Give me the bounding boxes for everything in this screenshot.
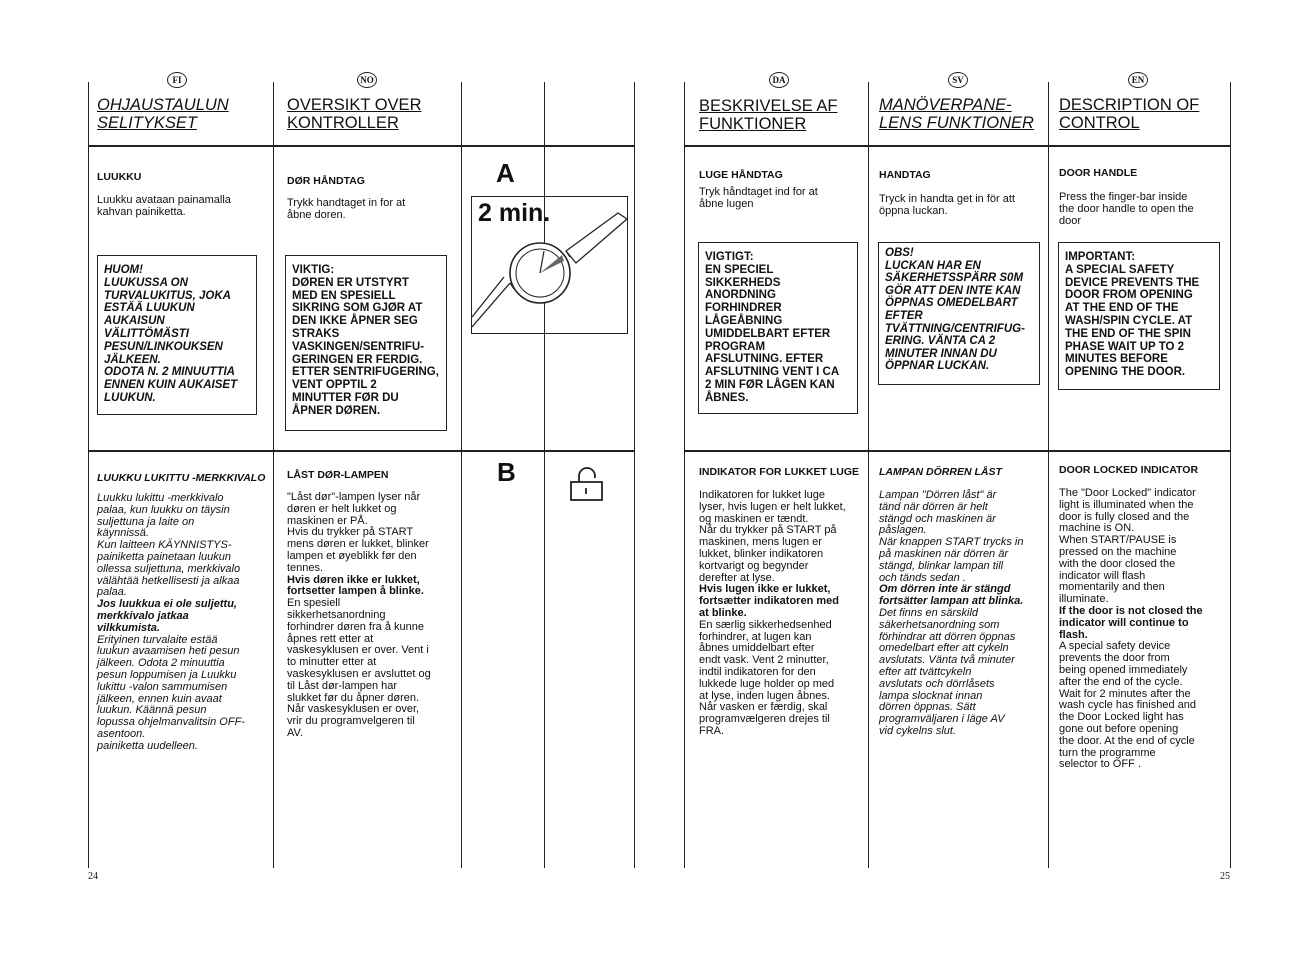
warning-box: IMPORTANT: A SPECIAL SAFETY DEVICE PREVENTS THE DOOR FROM OPENING AT THE END OF THE WASH/SPIN CYCLE. AT THE END OF THE SPIN PHASE WAIT UP TO 2 MINUTES BEFORE OPENING THE DOOR. [1058, 242, 1220, 390]
wristwatch-icon [472, 197, 627, 333]
col-rule [273, 82, 274, 868]
section-title-door: LUGE HÅNDTAG [699, 169, 783, 181]
section-title-door: HANDTAG [879, 169, 931, 181]
section-title-door: LUUKKU [97, 171, 142, 183]
warning-box: HUOM! LUUKUSSA ON TURVALUKITUS, JOKA ESTÄÄ LUUKUN AUKAISUN VÄLITTÖMÄSTI PESUN/LINKOUKSEN JÄLKEEN. ODOTA N. 2 MINUUTTIA ENNEN KUIN AUKAISET LUUKUN. [97, 255, 257, 415]
col-rule [684, 82, 685, 868]
section-title-door-locked: LAMPAN DÖRREN LÅST [879, 466, 1002, 478]
section-text-door: Luukku avataan painamalla kahvan painiketta. [97, 194, 231, 218]
timer-illustration [471, 196, 628, 334]
padlock-icon [569, 466, 605, 502]
section-text-door: Press the finger-bar inside the door handle to open the door [1059, 191, 1194, 227]
section-title-door-locked: INDIKATOR FOR LUKKET LUGE [699, 466, 860, 478]
heading-en: DESCRIPTION OF CONTROL [1059, 96, 1200, 132]
col-rule [1048, 82, 1049, 868]
section-title-door-locked: LÅST DØR-LAMPEN [287, 469, 389, 481]
col-rule [868, 82, 869, 868]
section-text-door-locked: The "Door Locked" indicator light is illuminated when the door is fully closed and the machine is ON. When START/PAUSE is pressed on the machine with the door closed the indicator will flash momentarily and then illuminate. If the door is not closed the indicator will continue to flash. A special safety device prevents the door from being opened immediately after the end of the cycle. Wait for 2 minutes after the wash cycle has finished and the Door Locked light has gone out before opening the door. At the end of cycle turn the programme selector to OFF . [1059, 487, 1203, 771]
page-number-left: 24 [88, 871, 98, 882]
col-rule [88, 82, 89, 868]
row-rule [88, 450, 635, 452]
language-badge-no: NO [357, 72, 377, 88]
section-text-door-locked: Indikatoren for lukket luge lyser, hvis lugen er helt lukket, og maskinen er tændt. Når du trykker på START på maskinen, mens lugen er lukket, blinker indikatoren kortvarigt og begynder derefter at lyse. Hvis lugen ikke er lukket, fortsætter indikatoren med at blinke. En særlig sikkerhedsenhed forhindrer, at lugen kan åbnes umiddelbart efter endt vask. Vent 2 minutter, indtil indikatoren for den lukkede luge holder op med at lyse, inden lugen åbnes. Når vasken er færdig, skal programvælgeren drejes til FRA. [699, 489, 846, 737]
language-badge-fi: FI [167, 72, 187, 88]
language-badge-da: DA [769, 72, 789, 88]
section-text-door: Tryck in handta get in för att öppna luckan. [879, 193, 1015, 217]
section-text-door: Tryk håndtaget ind for at åbne lugen [699, 186, 818, 210]
heading-da: BESKRIVELSE AF FUNKTIONER [699, 97, 838, 133]
col-rule [1230, 82, 1231, 868]
warning-box: VIKTIG: DØREN ER UTSTYRT MED EN SPESIELL SIKRING SOM GJØR AT DEN IKKE ÅPNER SEG STRAKS VASKINGEN/SENTRIFU- GERINGEN ER FERDIG. ETTER SENTRIFUGERING, VENT OPPTIL 2 MINUTTER FØR DU ÅPNER DØREN. [285, 255, 447, 431]
warning-box: VIGTIGT: EN SPECIEL SIKKERHEDS ANORDNING FORHINDRER LÅGEÅBNING UMIDDELBART EFTER PROGRAM AFSLUTNING. EFTER AFSLUTNING VENT I CA 2 MIN FØR LÅGEN KAN ÅBNES. [698, 242, 858, 414]
section-title-door: DØR HÅNDTAG [287, 175, 365, 187]
warning-box: OBS! LUCKAN HAR EN SÄKERHETSSPÄRR S0M GÖR ATT DEN INTE KAN ÖPPNAS OMEDELBART EFTER TVÄTTNING/CENTRIFUG- ERING. VÄNTA CA 2 MINUTER INNAN DU ÖPPNAR LUCKAN. [878, 242, 1040, 385]
heading-sv: MANÖVERPANE- LENS FUNKTIONER [879, 96, 1034, 132]
row-rule [684, 145, 1231, 147]
row-rule [88, 145, 635, 147]
language-badge-en: EN [1128, 72, 1148, 88]
heading-fi: OHJAUSTAULUN SELITYKSET [97, 96, 229, 132]
section-title-door-locked: DOOR LOCKED INDICATOR [1059, 464, 1199, 476]
col-rule [634, 82, 635, 868]
col-rule [461, 82, 462, 868]
section-text-door: Trykk handtaget in for at åbne doren. [287, 197, 406, 221]
figure-label-a: A [496, 158, 515, 188]
timer-label: 2 min. [478, 199, 551, 227]
section-title-door-locked: LUUKKU LUKITTU -MERKKIVALO [97, 472, 266, 484]
language-badge-sv: SV [948, 72, 968, 88]
section-title-door: DOOR HANDLE [1059, 167, 1138, 179]
heading-no: OVERSIKT OVER KONTROLLER [287, 96, 422, 132]
row-rule [684, 450, 1231, 452]
section-text-door-locked: Lampan "Dörren låst" är tänd när dörren är helt stängd och maskinen är påslagen. När knappen START trycks in på maskinen när dörren är stängd, blinkar lampan till och tänds sedan . Om dörren inte är stängd fortsätter lampan att blinka. Det finns en särskild säkerhetsanordning som förhindrar att dörren öppnas omedelbart efter att cykeln avslutats. Vänta två minuter efter att tvättcykeln avslutats och dörrlåsets lampa slocknat innan dörren öppnas. Sätt programväljaren i läge AV vid cykelns slut. [879, 489, 1024, 737]
section-text-door-locked: Luukku lukittu -merkkivalo palaa, kun luukku on täysin suljettuna ja laite on käynnissä. Kun laitteen KÄYNNISTYS- painiketta painetaan luukun ollessa suljettuna, merkkivalo välähtää hetkellisesti ja alkaa palaa. Jos luukkua ei ole suljettu, merkkivalo jatkaa vilkkumista. Erityinen turvalaite estää luukun avaamisen heti pesun jälkeen. Odota 2 minuuttia pesun loppumisen ja Luukku lukittu -valon sammumisen jälkeen, ennen kuin avaat luukun. Käännä pesun lopussa ohjelmanvalitsin OFF- asentoon. painiketta uudelleen. [97, 492, 245, 752]
figure-label-b: B [497, 457, 516, 487]
page-number-right: 25 [1220, 871, 1230, 882]
section-text-door-locked: "Låst dør"-lampen lyser når døren er helt lukket og maskinen er PÅ. Hvis du trykker på START mens døren er lukket, blinker lampen et øyeblikk før den tennes. Hvis døren ikke er lukket, fortsetter lampen å blinke. En spesiell sikkerhetsanordning forhindrer døren fra å kunne åpnes rett etter at vaskesyklusen er over. Vent i to minutter etter at vaskesyklusen er avsluttet og til Låst dør-lampen har slukket før du åpner døren. Når vaskesyklusen er over, vrir du programvelgeren til AV. [287, 491, 431, 739]
